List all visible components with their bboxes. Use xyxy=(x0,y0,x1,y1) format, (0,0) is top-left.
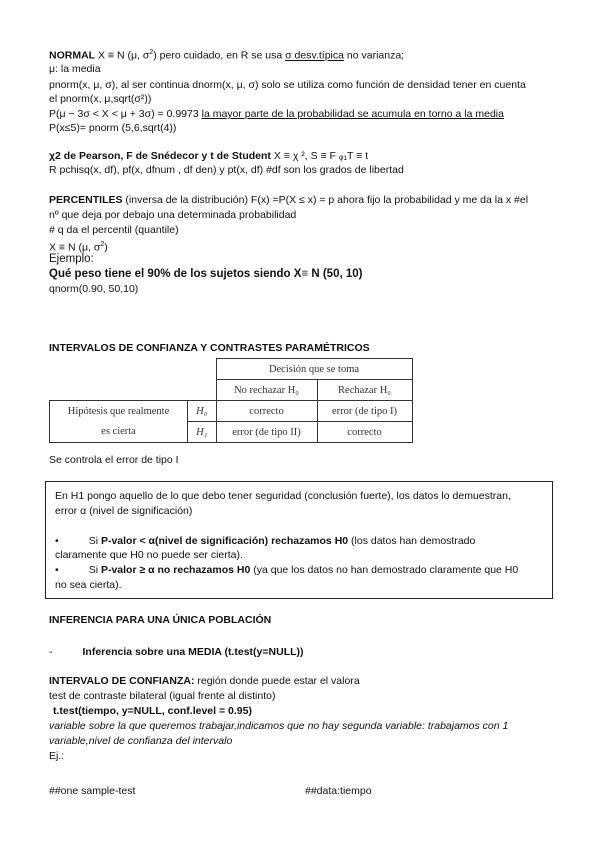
box-bullet-2 xyxy=(55,564,518,577)
normal-text-a: X ≡ N (μ, σ xyxy=(95,49,150,62)
decision-table-row-h1 xyxy=(50,422,413,443)
normal-line-5-underlined: la mayor parte de la probabilidad se acumula en torno a la media xyxy=(201,108,504,120)
percentiles-code: qnorm(0.90, 50,10) xyxy=(49,283,139,295)
normal-line-1 xyxy=(49,46,404,63)
normal-line-5-text: P(μ − 3σ < X < μ + 3σ) = 0.9973 xyxy=(49,108,202,120)
chi-line-2: R pchisq(x, df), pf(x, dfnum , df den) y pt(x, df) #df son los grados de libertad xyxy=(49,164,404,176)
intervalo-code: t.test(tiempo, y=NULL, conf.level = 0.95) xyxy=(53,705,252,717)
row-label-1: Hipótesis que realmente xyxy=(50,401,188,422)
decision-table-row-h0 xyxy=(50,401,413,422)
normal-line-2: μ: la media xyxy=(49,63,101,75)
percentiles-line-3: # q da el percentil (quantile) xyxy=(49,224,179,236)
percentiles-line-4-sup: 2 xyxy=(100,241,105,248)
cell-h0-rechazar: error (de tipo I) xyxy=(317,401,412,422)
normal-underlined: σ desv.típica xyxy=(285,49,344,62)
box-bullet-2-line-2: no sea cierta). xyxy=(55,579,122,591)
intervalos-heading: INTERVALOS DE CONFIANZA Y CONTRASTES PARAMÉTRICOS xyxy=(49,342,370,354)
decision-table xyxy=(49,358,413,443)
hypothesis-box xyxy=(45,481,553,599)
normal-line-3: pnorm(x, μ, σ), al ser continua dnorm(x, μ, σ) solo se utiliza como función de densidad tener en cuenta xyxy=(49,79,526,91)
percentiles-rest: (inversa de la distribución) F(x) =P(X ≤ x) = p ahora fijo la probabilidad y me da la x #el xyxy=(122,194,529,206)
normal-line-4: el pnorm(x, μ,sqrt(σ²)) xyxy=(49,93,152,105)
box-line-1: En H1 pongo aquello de lo que debo tener seguridad (conclusión fuerte), los datos lo demuestran, xyxy=(55,490,511,502)
control-note: Se controla el error de tipo I xyxy=(49,454,179,466)
intervalo-line-1 xyxy=(49,675,360,688)
box-line-2: error α (nivel de significación) xyxy=(55,505,193,517)
cell-h1-rechazar: correcto xyxy=(317,422,412,443)
media-line xyxy=(49,646,304,659)
bullet-2-pre: Si xyxy=(88,564,101,576)
intervalo-title: INTERVALO DE CONFIANZA: xyxy=(49,675,195,687)
intervalo-rest: región donde puede estar el valora xyxy=(194,675,360,687)
bullet-2-bold: P-valor ≥ α no rechazamos H0 xyxy=(100,564,251,576)
chi-rest: X ≡ χ ², S ≡ F ᵩ₁T ≡ t xyxy=(270,150,369,162)
footer-right: ##data:tiempo xyxy=(305,785,372,797)
decision-col-rechazar: Rechazar H₀ xyxy=(317,380,412,401)
inferencia-heading: INFERENCIA PARA UNA ÚNICA POBLACIÓN xyxy=(49,614,272,626)
percentiles-line-1 xyxy=(49,194,528,207)
normal-title: NORMAL xyxy=(49,49,96,62)
bullet-1-rest: (los datos han demostrado xyxy=(348,535,476,547)
bullet-2-mark: • xyxy=(55,564,59,576)
media-dash: - xyxy=(49,646,53,658)
normal-line-6: P(x≤5)= pnorm (5,6,sqrt(4)) xyxy=(49,122,177,134)
h1-label: H₁ xyxy=(188,422,217,443)
percentiles-question: Qué peso tiene el 90% de los sujetos siendo X≡ N (50, 10) xyxy=(49,268,363,280)
cell-h1-no-rechazar: error (de tipo II) xyxy=(216,422,317,443)
percentiles-line-4-b: ) xyxy=(104,241,108,254)
intervalo-ej: Ej.: xyxy=(49,750,65,762)
decision-table-row-header xyxy=(50,359,413,380)
percentiles-ejemplo: Ejemplo: xyxy=(49,253,94,265)
box-bullet-1-line-2: claramente que H0 no puede ser cierta). xyxy=(55,549,243,561)
intervalo-italic-1: variable sobre la que queremos trabajar,indicamos que no hay segunda variable: trabajamos con 1 xyxy=(49,720,509,732)
normal-text-c: no varianza; xyxy=(343,49,405,62)
decision-header: Decisión que se toma xyxy=(216,359,412,380)
percentiles-line-2: nº que deja por debajo una determinada probabilidad xyxy=(49,209,297,221)
row-label-2: es cierta xyxy=(50,422,188,443)
bullet-1-pre: Si xyxy=(88,535,101,547)
footer-left: ##one sample-test xyxy=(49,785,136,797)
bullet-1-mark: • xyxy=(55,535,59,547)
normal-text-b: ) pero cuidado, en R se usa xyxy=(153,49,286,62)
percentiles-line-4-a: X ≡ N (μ, σ xyxy=(49,241,101,254)
chi-line-1 xyxy=(49,150,368,163)
normal-sup: 2 xyxy=(149,49,154,56)
bullet-1-bold: P-valor < α(nivel de significación) rechazamos H0 xyxy=(100,535,349,547)
cell-h0-no-rechazar: correcto xyxy=(216,401,317,422)
decision-table-row-cols xyxy=(50,380,413,401)
chi-title: χ2 de Pearson, F de Snédecor y t de Student xyxy=(49,150,271,162)
intervalo-line-2: test de contraste bilateral (igual frente al distinto) xyxy=(49,690,276,702)
box-bullet-1 xyxy=(55,535,475,548)
h0-label: H₀ xyxy=(188,401,217,422)
decision-col-no-rechazar: No rechazar H₀ xyxy=(216,380,317,401)
media-label: Inferencia sobre una MEDIA (t.test(y=NULL)) xyxy=(82,646,304,658)
intervalo-italic-2: variable,nivel de confianza del intervalo xyxy=(49,735,233,747)
bullet-2-rest: (ya que los datos no han demostrado claramente que H0 xyxy=(250,564,519,576)
percentiles-title: PERCENTILES xyxy=(49,194,123,206)
normal-line-5 xyxy=(49,108,504,121)
